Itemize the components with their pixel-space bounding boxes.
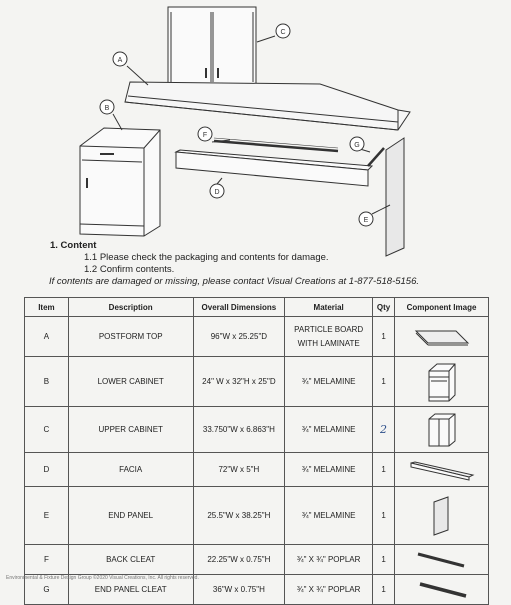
back-cleat-icon bbox=[412, 551, 472, 569]
cell-material: ¾" MELAMINE bbox=[285, 357, 373, 407]
cell-item: G bbox=[25, 575, 69, 605]
facia-icon bbox=[407, 459, 477, 481]
content-step-2: 1.2 Confirm contents. bbox=[84, 264, 175, 275]
header-material: Material bbox=[285, 298, 373, 317]
cell-dimensions: 25.5"W x 38.25"H bbox=[193, 487, 285, 545]
callout-c bbox=[276, 24, 290, 38]
facia-drawing bbox=[176, 150, 372, 186]
cell-material bbox=[285, 317, 373, 357]
header-component-image: Component Image bbox=[395, 298, 489, 317]
lower-cabinet-drawing bbox=[80, 128, 160, 236]
cell-description: POSTFORM TOP bbox=[68, 317, 193, 357]
material-line-1: PARTICLE BOARD bbox=[294, 324, 364, 334]
cell-item: F bbox=[25, 545, 69, 575]
header-dimensions: Overall Dimensions bbox=[193, 298, 285, 317]
svg-text:A: A bbox=[117, 57, 123, 64]
svg-text:F: F bbox=[202, 132, 208, 139]
cell-qty bbox=[373, 407, 395, 453]
countertop-icon bbox=[412, 325, 472, 349]
table-row bbox=[25, 357, 489, 407]
callout-g bbox=[350, 137, 364, 151]
cell-item: B bbox=[25, 357, 69, 407]
end-panel-icon bbox=[430, 494, 454, 538]
qty-handwritten: 2 bbox=[380, 423, 388, 436]
cell-dimensions: 22.25"W x 0.75"H bbox=[193, 545, 285, 575]
cell-dimensions: 96"W x 25.25"D bbox=[193, 317, 285, 357]
material-line-2: WITH LAMINATE bbox=[297, 338, 360, 348]
upper-cabinet-drawing bbox=[168, 7, 256, 85]
cell-item: C bbox=[25, 407, 69, 453]
cell-material: ¾" X ¾" POPLAR bbox=[285, 575, 373, 605]
exploded-assembly-diagram bbox=[0, 0, 511, 240]
header-item: Item bbox=[25, 298, 69, 317]
cell-qty: 1 bbox=[373, 545, 395, 575]
content-heading: 1. Content bbox=[50, 240, 97, 251]
callout-b bbox=[100, 100, 114, 114]
svg-text:G: G bbox=[354, 142, 360, 149]
cell-material: ¾" MELAMINE bbox=[285, 407, 373, 453]
cell-qty: 1 bbox=[373, 487, 395, 545]
cell-description: END PANEL CLEAT bbox=[68, 575, 193, 605]
end-panel-cleat-drawing bbox=[368, 148, 384, 166]
svg-text:C: C bbox=[280, 29, 286, 36]
table-row bbox=[25, 545, 489, 575]
callout-d bbox=[210, 184, 224, 198]
callout-a bbox=[113, 52, 127, 66]
table-header-row bbox=[25, 298, 489, 317]
table-row bbox=[25, 487, 489, 545]
upper-cabinet-icon bbox=[425, 411, 459, 449]
cell-item: D bbox=[25, 453, 69, 487]
callout-e bbox=[359, 212, 373, 226]
content-section bbox=[50, 240, 419, 288]
cell-material: ¾" MELAMINE bbox=[285, 453, 373, 487]
end-panel-drawing bbox=[386, 138, 404, 256]
damage-contact-note: If contents are damaged or missing, please contact Visual Creations at 1-877-518-5156. bbox=[49, 276, 420, 287]
table-row bbox=[25, 407, 489, 453]
cell-image bbox=[395, 407, 489, 453]
svg-text:B: B bbox=[104, 105, 110, 112]
content-step-1: 1.1 Please check the packaging and contents for damage. bbox=[84, 252, 329, 263]
cell-dimensions: 33.750"W x 6.863"H bbox=[193, 407, 285, 453]
svg-text:D: D bbox=[214, 189, 220, 196]
header-description: Description bbox=[68, 298, 193, 317]
cell-dimensions: 24" W x 32"H x 25"D bbox=[193, 357, 285, 407]
page-footer: Environmental & Fixture Design Group ©2020 Visual Creations, Inc. All rights reserved. bbox=[6, 575, 199, 581]
cell-qty: 1 bbox=[373, 453, 395, 487]
cell-description: BACK CLEAT bbox=[68, 545, 193, 575]
cell-image bbox=[395, 487, 489, 545]
cell-description: LOWER CABINET bbox=[68, 357, 193, 407]
cell-dimensions: 72"W x 5"H bbox=[193, 453, 285, 487]
cell-qty: 1 bbox=[373, 575, 395, 605]
cell-qty: 1 bbox=[373, 317, 395, 357]
cell-dimensions: 36"W x 0.75"H bbox=[193, 575, 285, 605]
parts-table bbox=[24, 297, 489, 605]
back-cleat-drawing bbox=[214, 138, 338, 151]
header-qty: Qty bbox=[373, 298, 395, 317]
postform-top-drawing bbox=[125, 82, 410, 130]
cell-image bbox=[395, 575, 489, 605]
svg-text:E: E bbox=[363, 217, 369, 224]
cell-material: ¾" X ¾" POPLAR bbox=[285, 545, 373, 575]
cell-qty: 1 bbox=[373, 357, 395, 407]
cell-image bbox=[395, 317, 489, 357]
table-row bbox=[25, 453, 489, 487]
cell-item: A bbox=[25, 317, 69, 357]
lower-cabinet-icon bbox=[425, 361, 459, 403]
cell-description: FACIA bbox=[68, 453, 193, 487]
callout-f bbox=[198, 127, 212, 141]
cell-description: UPPER CABINET bbox=[68, 407, 193, 453]
cell-description: END PANEL bbox=[68, 487, 193, 545]
cell-item: E bbox=[25, 487, 69, 545]
end-panel-cleat-icon bbox=[412, 581, 472, 599]
cell-image bbox=[395, 453, 489, 487]
cell-image bbox=[395, 545, 489, 575]
table-row bbox=[25, 317, 489, 357]
cell-image bbox=[395, 357, 489, 407]
cell-material: ¾" MELAMINE bbox=[285, 487, 373, 545]
